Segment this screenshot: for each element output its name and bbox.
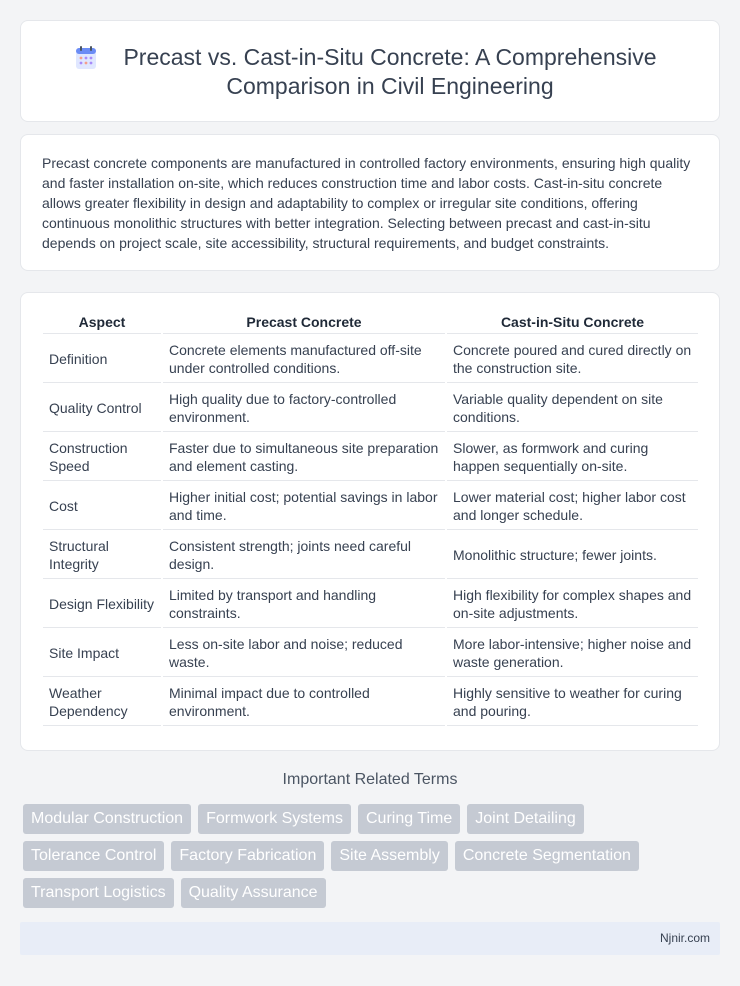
aspect-cell: Quality Control [43,385,161,432]
term-tag[interactable]: Factory Fabrication [171,841,324,871]
aspect-cell: Definition [43,336,161,383]
table-row [43,483,698,530]
precast-cell: High quality due to factory-controlled environment. [163,385,445,432]
table-row [43,434,698,481]
term-tag[interactable]: Formwork Systems [198,804,351,834]
aspect-cell: Weather Dependency [43,679,161,726]
comparison-table [41,307,700,728]
aspect-cell: Site Impact [43,630,161,677]
term-tag[interactable]: Tolerance Control [23,841,164,871]
column-header-precast: Precast Concrete [163,309,445,334]
cast-in-situ-cell: High flexibility for complex shapes and on-site adjustments. [447,581,698,628]
precast-cell: Consistent strength; joints need careful design. [163,532,445,579]
term-tag[interactable]: Quality Assurance [181,878,326,908]
cast-in-situ-cell: More labor-intensive; higher noise and waste generation. [447,630,698,677]
column-header-aspect: Aspect [43,309,161,334]
intro-card [20,134,720,271]
precast-cell: Concrete elements manufactured off-site under controlled conditions. [163,336,445,383]
term-tag[interactable]: Site Assembly [331,841,447,871]
cast-in-situ-cell: Lower material cost; higher labor cost and longer schedule. [447,483,698,530]
term-tag[interactable]: Curing Time [358,804,460,834]
related-terms-list [23,804,723,908]
table-row [43,532,698,579]
aspect-cell: Construction Speed [43,434,161,481]
term-tag[interactable]: Modular Construction [23,804,191,834]
page-title: Precast vs. Cast-in-Situ Concrete: A Comprehensive Comparison in Civil Engineering [123,44,657,99]
aspect-cell: Cost [43,483,161,530]
table-row [43,385,698,432]
aspect-cell: Structural Integrity [43,532,161,579]
title-card [20,20,720,122]
related-terms-heading: Important Related Terms [282,771,458,788]
table-row [43,336,698,383]
precast-cell: Higher initial cost; potential savings in labor and time. [163,483,445,530]
footer-site-link[interactable]: Njnir.com [659,931,710,945]
table-row [43,630,698,677]
footer [20,922,720,955]
table-row [43,581,698,628]
precast-cell: Limited by transport and handling constraints. [163,581,445,628]
term-tag[interactable]: Concrete Segmentation [455,841,639,871]
term-tag[interactable]: Joint Detailing [467,804,584,834]
table-row [43,679,698,726]
table-header-row [43,309,698,334]
cast-in-situ-cell: Concrete poured and cured directly on the construction site. [447,336,698,383]
intro-paragraph: Precast concrete components are manufactured in controlled factory environments, ensuring high quality and faster installation on-site, which reduces construction time and labor costs. Cast-in-situ concrete allows greater flexibility in design and adaptability to complex or irregular site conditions, offering continuous monolithic structures with better integration. Selecting between precast and cast-in-situ depends on project scale, site accessibility, structural requirements, and budget constraints. [42,155,691,251]
precast-cell: Minimal impact due to controlled environment. [163,679,445,726]
column-header-cast-in-situ: Cast-in-Situ Concrete [447,309,698,334]
cast-in-situ-cell: Slower, as formwork and curing happen sequentially on-site. [447,434,698,481]
precast-cell: Faster due to simultaneous site preparation and element casting. [163,434,445,481]
term-tag[interactable]: Transport Logistics [23,878,174,908]
cast-in-situ-cell: Variable quality dependent on site conditions. [447,385,698,432]
comparison-card [20,292,720,751]
aspect-cell: Design Flexibility [43,581,161,628]
cast-in-situ-cell: Highly sensitive to weather for curing and pouring. [447,679,698,726]
precast-cell: Less on-site labor and noise; reduced waste. [163,630,445,677]
cast-in-situ-cell: Monolithic structure; fewer joints. [447,532,698,579]
